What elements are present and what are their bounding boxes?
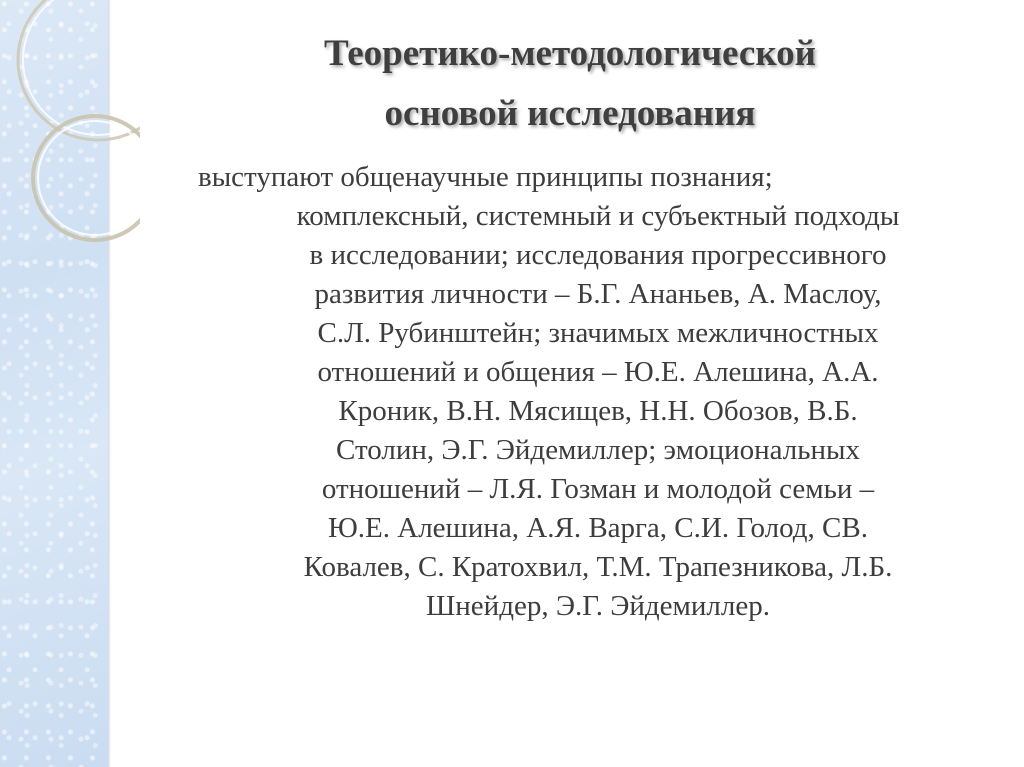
body-line: Столин, Э.Г. Эйдемиллер; эмоциональных xyxy=(336,434,860,466)
body-line: развития личности – Б.Г. Ананьев, А. Маслоу, xyxy=(314,278,882,310)
body-line: комплексный, системный и субъектный подходы xyxy=(296,200,900,232)
slide-title xyxy=(150,24,990,144)
body-line: выступают общенаучные принципы познания; xyxy=(198,161,773,193)
body-line: С.Л. Рубинштейн; значимых межличностных xyxy=(317,317,879,349)
body-line: Ковалев, С. Кратохвил, Т.М. Трапезникова, Л.Б. xyxy=(303,551,893,583)
body-line: в исследовании; исследования прогрессивного xyxy=(309,239,887,271)
title-line: Теоретико-методологической xyxy=(323,33,816,74)
body-line: Кроник, В.Н. Мясищев, Н.Н. Обозов, В.Б. xyxy=(338,395,858,427)
slide-body-text xyxy=(198,158,998,626)
rings-ornament-icon xyxy=(0,0,140,260)
body-line: отношений и общения – Ю.Е. Алешина, А.А. xyxy=(317,356,879,388)
title-line: основой исследования xyxy=(384,93,756,134)
body-line: Ю.Е. Алешина, А.Я. Варга, С.И. Голод, СВ. xyxy=(327,512,868,544)
body-line: Шнейдер, Э.Г. Эйдемиллер. xyxy=(426,590,770,622)
body-line: отношений – Л.Я. Гозман и молодой семьи – xyxy=(321,473,875,505)
